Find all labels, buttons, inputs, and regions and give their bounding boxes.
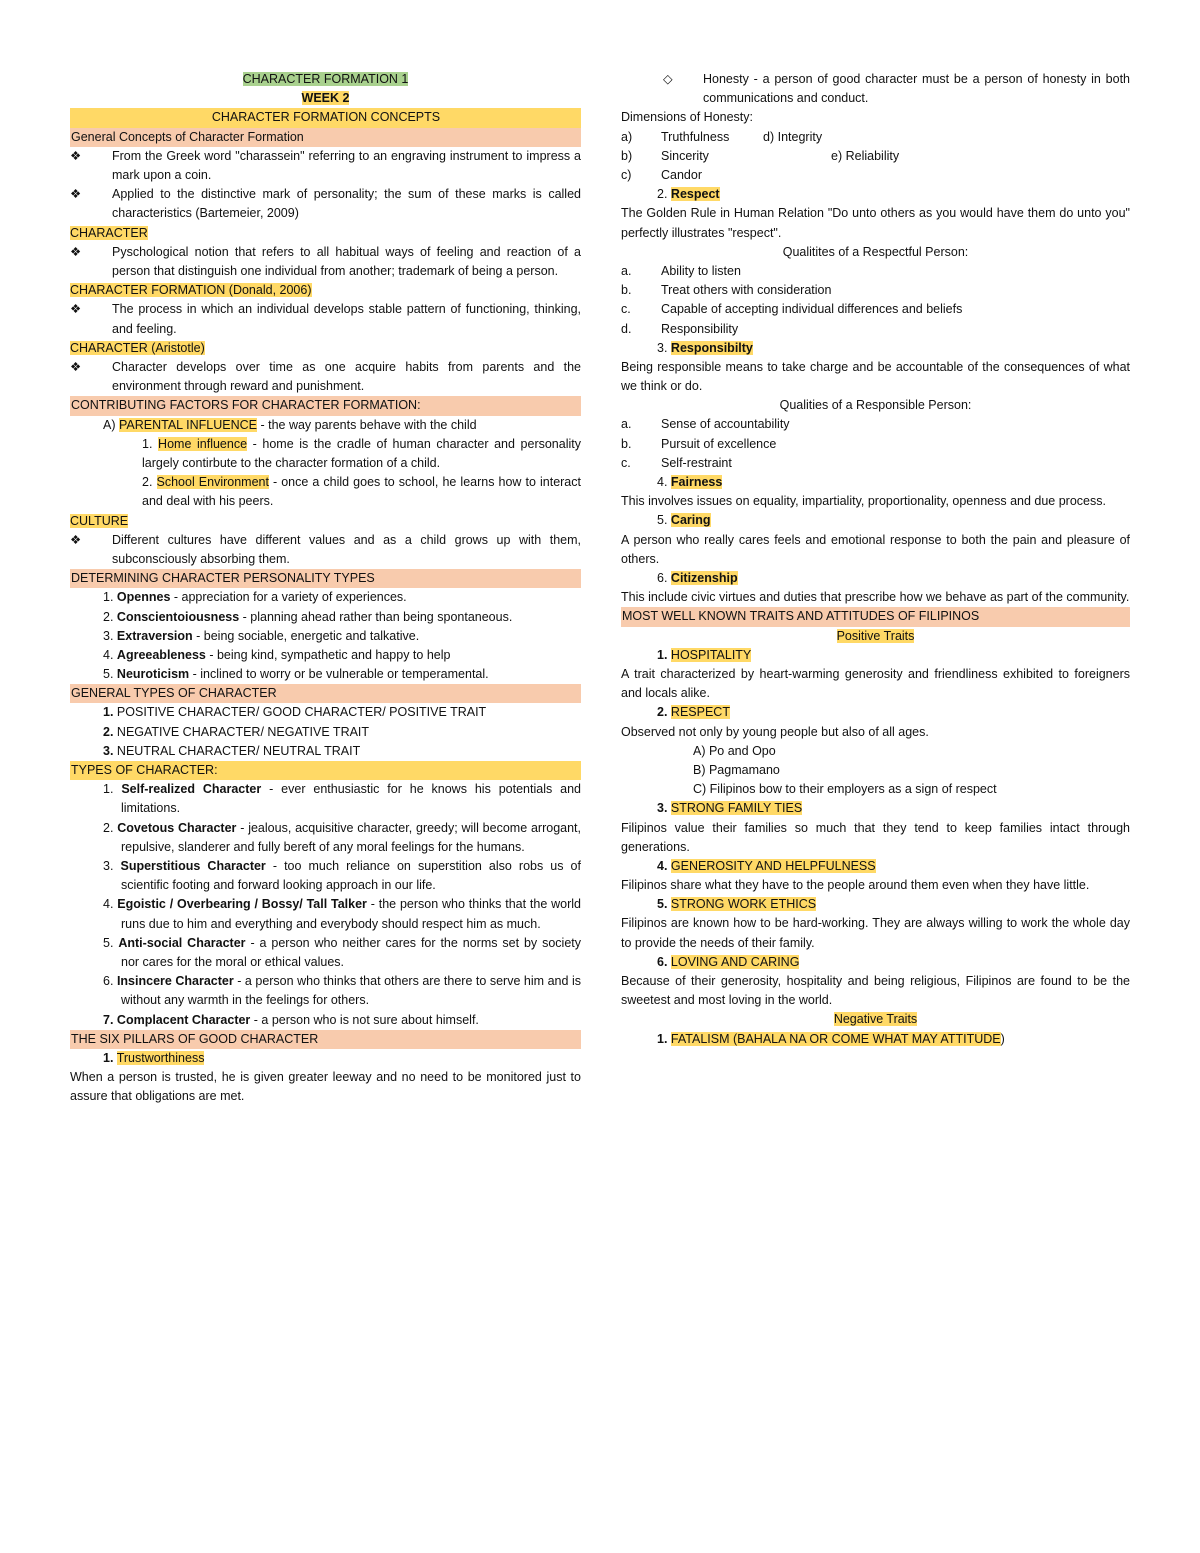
personality-item: 5. Neuroticism - inclined to worry or be vulnerable or temperamental. [103,667,489,682]
right-column [621,70,1130,1049]
quality-row: b. Treat others with consideration [621,283,832,298]
personality-item: 2. Conscientoiousness - planning ahead rather than being spontaneous. [103,609,513,624]
factor-2: 2. School Environment - once a child goes to school, he learns how to interact and deal with his peers. [142,475,581,509]
pillars-heading: THE SIX PILLARS OF GOOD CHARACTER [70,1030,581,1049]
traits-heading: MOST WELL KNOWN TRAITS AND ATTITUDES OF FILIPINOS [621,607,1130,626]
type-item: 6. Insincere Character - a person who thinks that others are there to serve him and is without any warmth in the feelings for others. [103,974,581,1008]
respect-trait-item: A) Po and Opo [693,743,776,758]
general-item-1: ❖ From the Greek word "charassein" referring to an engraving instrument to impress a mark upon a coin. [70,148,581,182]
generosity-heading: 4. GENEROSITY AND HELPFULNESS [657,858,876,873]
doc-title-line [70,70,581,89]
fatalism-heading: 1. FATALISM (BAHALA NA OR COME WHAT MAY ATTITUDE) [657,1031,1005,1046]
resp-qualities-heading: Qualities of a Responsible Person: [779,398,972,413]
personality-heading: DETERMINING CHARACTER PERSONALITY TYPES [70,569,581,588]
quality-row: c. Capable of accepting individual differences and beliefs [621,302,963,317]
dimension-row: c) Candor [621,167,702,182]
culture-item: ❖ Different cultures have different values and as a child grows up with them, subconsciously absorbing them. [70,532,581,566]
citizenship-text: This include civic virtues and duties that prescribe how we behave as part of the community. [621,590,1130,605]
general-type-item: 2. NEGATIVE CHARACTER/ NEGATIVE TRAIT [103,724,370,739]
hospitality-heading: 1. HOSPITALITY [657,647,752,662]
respect-text: The Golden Rule in Human Relation "Do unto others as you would have them do unto you" perfectly illustrates "respect". [621,206,1130,240]
type-item: 4. Egoistic / Overbearing / Bossy/ Tall Talker - the person who thinks that the world runs due to him and everything and everybody should respect him as much. [103,897,581,931]
respect-trait-heading: 2. RESPECT [657,705,730,720]
type-item: 5. Anti-social Character - a person who neither cares for the norms set by society nor cares for the moral or ethical values. [103,935,581,970]
resp-quality-row: c. Self-restraint [621,455,732,470]
formation-heading-line [70,281,581,300]
general-type-item: 3. NEUTRAL CHARACTER/ NEUTRAL TRAIT [103,743,361,758]
character-heading: CHARACTER [70,225,148,240]
family-heading: 3. STRONG FAMILY TIES [657,801,803,816]
general-concepts-heading: General Concepts of Character Formation [70,128,581,147]
aristotle-heading: CHARACTER (Aristotle) [70,340,205,355]
caring-heading: 5. Caring [657,513,711,528]
work-ethic-heading: 5. STRONG WORK ETHICS [657,897,817,912]
type-item: 3. Superstitious Character - too much reliance on superstition also robs us of scientific footing and forward looking approach in our life. [103,859,581,893]
dimensions-heading: Dimensions of Honesty: [621,110,754,125]
factor-1: 1. Home influence - home is the cradle of human character and personality largely contirbute to the character formation of a child. [142,436,581,470]
factor-a: A) PARENTAL INFLUENCE - the way parents behave with the child [103,417,477,432]
hollow-diamond-bullet-icon: ◇ [663,72,673,86]
honesty-item: ◇ Honesty - a person of good character must be a person of honesty in both communications and conduct. [663,72,1130,106]
factors-heading: CONTRIBUTING FACTORS FOR CHARACTER FORMATION: [70,396,581,415]
diamond-bullet-icon: ❖ [70,302,82,317]
pillar-1-text: When a person is trusted, he is given greater leeway and no need to be monitored just to assure that obligations are met. [70,1070,581,1104]
loving-heading: 6. LOVING AND CARING [657,954,800,969]
respect-heading: 2. Respect [657,187,720,202]
concepts-heading: CHARACTER FORMATION CONCEPTS [70,108,581,127]
citizenship-heading: 6. Citizenship [657,571,738,586]
responsibility-heading: 3. Responsibilty [657,340,753,355]
positive-traits-line [621,627,1130,646]
factor-1-term: Home influence [158,436,248,451]
resp-quality-row: b. Pursuit of excellence [621,436,777,451]
factor-a-term: PARENTAL INFLUENCE [118,417,257,432]
diamond-bullet-icon: ❖ [70,244,82,259]
respect-trait-item: B) Pagmamano [693,762,780,777]
types-heading: TYPES OF CHARACTER: [70,761,581,780]
factor-2-term: School Environment [156,475,269,490]
left-column [70,70,581,1107]
culture-heading-line [70,512,581,531]
character-heading-line [70,224,581,243]
diamond-bullet-icon: ❖ [70,187,82,202]
aristotle-item: ❖ Character develops over time as one acquire habits from parents and the environment through reward and punishment. [70,359,581,394]
culture-heading: CULTURE [70,513,129,528]
formation-item: ❖ The process in which an individual develops stable pattern of functioning, thinking, and feeling. [70,302,581,336]
caring-text: A person who really cares feels and emotional response to both the pain and pleasure of others. [621,532,1130,566]
work-ethic-text: Filipinos are known how to be hard-working. They are always willing to work the whole day to provide the needs of their family. [621,916,1130,950]
pillar-1-heading: 1. Trustworthiness [103,1051,205,1066]
type-item: 1. Self-realized Character - ever enthusiastic for he knows his potentials and limitations. [103,782,581,816]
resp-quality-row: a. Sense of accountability [621,417,790,432]
quality-row: a. Ability to listen [621,263,741,278]
family-text: Filipinos value their families so much that they tend to keep families intact through generations. [621,820,1130,854]
personality-item: 1. Opennes - appreciation for a variety of experiences. [103,590,407,605]
pillar-1-term: Trustworthiness [116,1051,205,1066]
type-item: 7. Complacent Character - a person who is not sure about himself. [103,1012,479,1027]
personality-item: 3. Extraversion - being sociable, energetic and talkative. [103,628,420,643]
general-type-item: 1. POSITIVE CHARACTER/ GOOD CHARACTER/ POSITIVE TRAIT [103,705,487,720]
dimension-row: b) Sincerity e) Reliability [621,148,900,163]
generosity-text: Filipinos share what they have to the people around them even when they have little. [621,878,1090,893]
positive-traits-heading: Positive Traits [836,628,915,643]
fairness-text: This involves issues on equality, impartiality, proportionality, openness and due process. [621,494,1106,509]
character-item: ❖ Pyschological notion that refers to all habitual ways of feeling and reaction of a person that distinguish one individual from another; trademark of being a person. [70,244,581,278]
respect-trait-text: Observed not only by young people but also of all ages. [621,724,929,739]
responsibility-text: Being responsible means to take charge and be accountable of the consequences of what we think or do. [621,359,1130,394]
aristotle-heading-line [70,339,581,358]
diamond-bullet-icon: ❖ [70,532,82,547]
general-types-heading: GENERAL TYPES OF CHARACTER [70,684,581,703]
loving-text: Because of their generosity, hospitality and being religious, Filipinos are found to be the sweetest and most loving in the world. [621,974,1130,1008]
diamond-bullet-icon: ❖ [70,148,82,163]
hospitality-text: A trait characterized by heart-warming generosity and friendliness exhibited to foreigners and locals alike. [621,666,1130,701]
respect-trait-item: C) Filipinos bow to their employers as a sign of respect [693,782,997,797]
week-label: WEEK 2 [301,91,350,106]
dimension-row: a) Truthfulness d) Integrity [621,129,823,144]
type-item: 2. Covetous Character - jealous, acquisitive character, greedy; will become arrogant, repulsive, slanderer and fully bereft of any moral feelings for the humans. [103,820,581,854]
diamond-bullet-icon: ❖ [70,359,82,374]
formation-heading: CHARACTER FORMATION (Donald, 2006) [70,283,312,298]
negative-traits-line [621,1010,1130,1029]
doc-title: CHARACTER FORMATION 1 [242,72,409,86]
general-item-2: ❖ Applied to the distinctive mark of personality; the sum of these marks is called characteristics (Bartemeier, 2009) [70,187,581,221]
negative-traits-heading: Negative Traits [833,1012,918,1027]
respect-qualities-heading: Qualitites of a Respectful Person: [782,244,969,259]
quality-row: d. Responsibility [621,321,739,336]
week-line [70,89,581,108]
personality-item: 4. Agreeableness - being kind, sympathetic and happy to help [103,647,451,662]
fairness-heading: 4. Fairness [657,475,723,490]
